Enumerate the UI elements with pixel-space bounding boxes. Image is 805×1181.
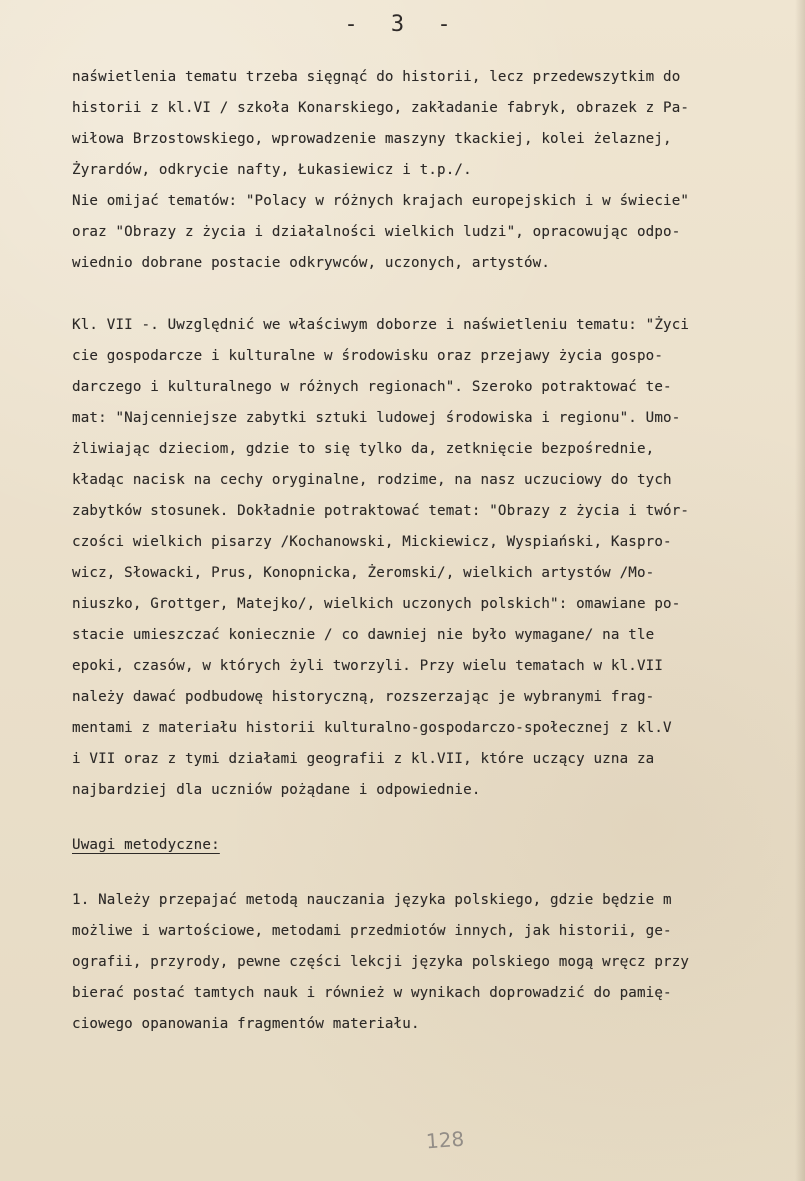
text-line: Żyrardów, odkrycie nafty, Łukasiewicz i t.p./. — [72, 162, 472, 178]
text-line: naświetlenia tematu trzeba sięgnąć do historii, lecz przedewszytkim do — [72, 69, 681, 85]
text-line: 1. Należy przepajać metodą nauczania języka polskiego, gdzie będzie m — [72, 892, 672, 908]
text-line: wiłowa Brzostowskiego, wprowadzenie maszyny tkackiej, kolei żelaznej, — [72, 131, 672, 147]
text-line: wicz, Słowacki, Prus, Konopnicka, Żeromski/, wielkich artystów /Mo- — [72, 565, 655, 581]
section-gap — [72, 806, 784, 830]
text-line: kładąc nacisk na cechy oryginalne, rodzime, na nasz uczuciowy do tych — [72, 472, 672, 488]
text-line: historii z kl.VI / szkoła Konarskiego, zakładanie fabryk, obrazek z Pa- — [72, 100, 690, 116]
text-line: żliwiając dzieciom, gdzie to się tylko da, zetknięcie bezpośrednie, — [72, 441, 655, 457]
text-line: możliwe i wartościowe, metodami przedmiotów innych, jak historii, ge- — [72, 923, 672, 939]
text-line: wiednio dobrane postacie odkrywców, uczonych, artystów. — [72, 255, 551, 271]
archive-number: 128 — [425, 1126, 465, 1154]
text-line: Kl. VII -. Uwzględnić we właściwym doborze i naświetleniu tematu: "Życi — [72, 317, 690, 333]
text-line: należy dawać podbudowę historyczną, rozszerzając je wybranymi frag- — [72, 689, 655, 705]
document-body — [72, 62, 784, 1040]
text-line: epoki, czasów, w których żyli tworzyli. Przy wielu tematach w kl.VII — [72, 658, 664, 674]
section-heading: Uwagi metodyczne: — [72, 837, 220, 853]
text-line: ciowego opanowania fragmentów materiału. — [72, 1016, 420, 1032]
text-line: darczego i kulturalnego w różnych regionach". Szeroko potraktować te- — [72, 379, 672, 395]
text-line: ografii, przyrody, pewne części lekcji języka polskiego mogą wręcz przy — [72, 954, 690, 970]
section-gap — [72, 861, 784, 885]
text-line: bierać postać tamtych nauk i również w wynikach doprowadzić do pamię- — [72, 985, 672, 1001]
text-line: stacie umieszczać koniecznie / co dawniej nie było wymagane/ na tle — [72, 627, 655, 643]
text-line: i VII oraz z tymi działami geografii z kl.VII, które uczący uzna za — [72, 751, 655, 767]
text-line: mat: "Najcenniejsze zabytki sztuki ludowej środowiska i regionu". Umo- — [72, 410, 681, 426]
page-number: - 3 - — [344, 12, 461, 37]
text-line: najbardziej dla uczniów pożądane i odpowiednie. — [72, 782, 481, 798]
paper-edge — [795, 0, 805, 1181]
text-line: zabytków stosunek. Dokładnie potraktować temat: "Obrazy z życia i twór- — [72, 503, 690, 519]
paragraph-gap — [72, 279, 784, 310]
text-line: oraz "Obrazy z życia i działalności wielkich ludzi", opracowując odpo- — [72, 224, 681, 240]
text-line: niuszko, Grottger, Matejko/, wielkich uczonych polskich": omawiane po- — [72, 596, 681, 612]
text-line: mentami z materiału historii kulturalno-gospodarczo-społecznej z kl.V — [72, 720, 672, 736]
text-line: Nie omijać tematów: "Polacy w różnych krajach europejskich i w świecie" — [72, 193, 690, 209]
text-line: czości wielkich pisarzy /Kochanowski, Mickiewicz, Wyspiański, Kaspro- — [72, 534, 672, 550]
text-line: cie gospodarcze i kulturalne w środowisku oraz przejawy życia gospo- — [72, 348, 664, 364]
